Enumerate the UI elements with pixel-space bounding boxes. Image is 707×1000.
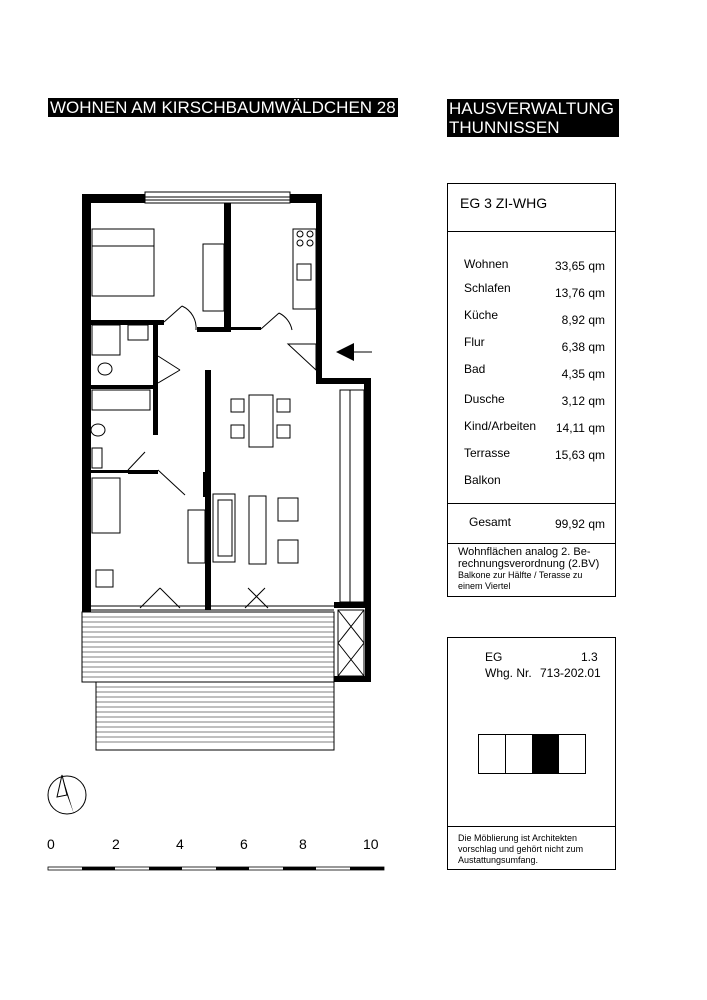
room-area: 33,65 qm — [554, 259, 605, 273]
room-name: Schlafen — [464, 281, 511, 295]
furniture — [91, 229, 316, 587]
scale-labels — [0, 836, 707, 856]
scale-tick: 6 — [240, 836, 248, 852]
room-area: 15,63 qm — [554, 448, 605, 462]
terrace — [82, 612, 334, 750]
room-area: 13,76 qm — [554, 286, 605, 300]
room-name: Kind/Arbeiten — [464, 419, 537, 433]
room-name: Küche — [464, 308, 499, 322]
room-area: 14,11 qm — [555, 421, 605, 435]
room-name: Wohnen — [464, 257, 509, 271]
disclaimer-line: Die Möblierung ist Architekten — [458, 833, 578, 843]
total-label: Gesamt — [469, 515, 512, 529]
room-name: Terrasse — [464, 446, 511, 460]
top-window — [145, 192, 290, 203]
note-line: einem Viertel — [458, 581, 511, 591]
room-name: Balkon — [464, 473, 501, 487]
scale-tick: 4 — [176, 836, 184, 852]
note-line: Balkone zur Hälfte / Terasse zu — [458, 570, 583, 580]
floor-label: EG — [485, 650, 503, 664]
room-area: 4,35 qm — [561, 367, 605, 381]
project-title: WOHNEN AM KIRSCHBAUMWÄLDCHEN 28 — [50, 98, 396, 117]
balcony — [338, 610, 364, 676]
wardrobe — [203, 244, 224, 311]
unit-heading: EG 3 ZI-WHG — [460, 195, 548, 211]
dining-table — [249, 395, 273, 447]
unit-position: 1.3 — [581, 650, 598, 664]
room-name: Bad — [464, 362, 486, 376]
coffee-table — [249, 496, 266, 564]
north-arrow-icon — [48, 775, 86, 814]
total-area: 99,92 qm — [554, 517, 605, 531]
disclaimer-line: vorschlag und gehört nicht zum — [458, 844, 584, 854]
scale-tick: 0 — [47, 836, 55, 852]
management-line2: THUNNISSEN — [449, 118, 560, 137]
scale-bar — [48, 867, 384, 870]
disclaimer-line: Austattungsumfang. — [458, 855, 539, 865]
room-name: Flur — [464, 335, 485, 349]
note-line: Wohnflächen analog 2. Be- — [458, 546, 591, 558]
room-area: 3,12 qm — [561, 394, 605, 408]
room-area: 6,38 qm — [561, 340, 605, 354]
note-line: rechnungsverordnung (2.BV) — [458, 558, 600, 570]
scale-tick: 8 — [299, 836, 307, 852]
whg-label: Whg. Nr. — [485, 666, 532, 680]
room-area: 8,92 qm — [561, 313, 605, 327]
whg-number: 713-202.01 — [540, 666, 601, 680]
scale-tick: 2 — [112, 836, 120, 852]
room-name: Dusche — [464, 392, 505, 406]
bed — [92, 229, 154, 296]
entrance-arrow-icon — [336, 343, 372, 361]
management-line1: HAUSVERWALTUNG — [449, 99, 614, 118]
scale-tick: 10 — [363, 836, 379, 852]
